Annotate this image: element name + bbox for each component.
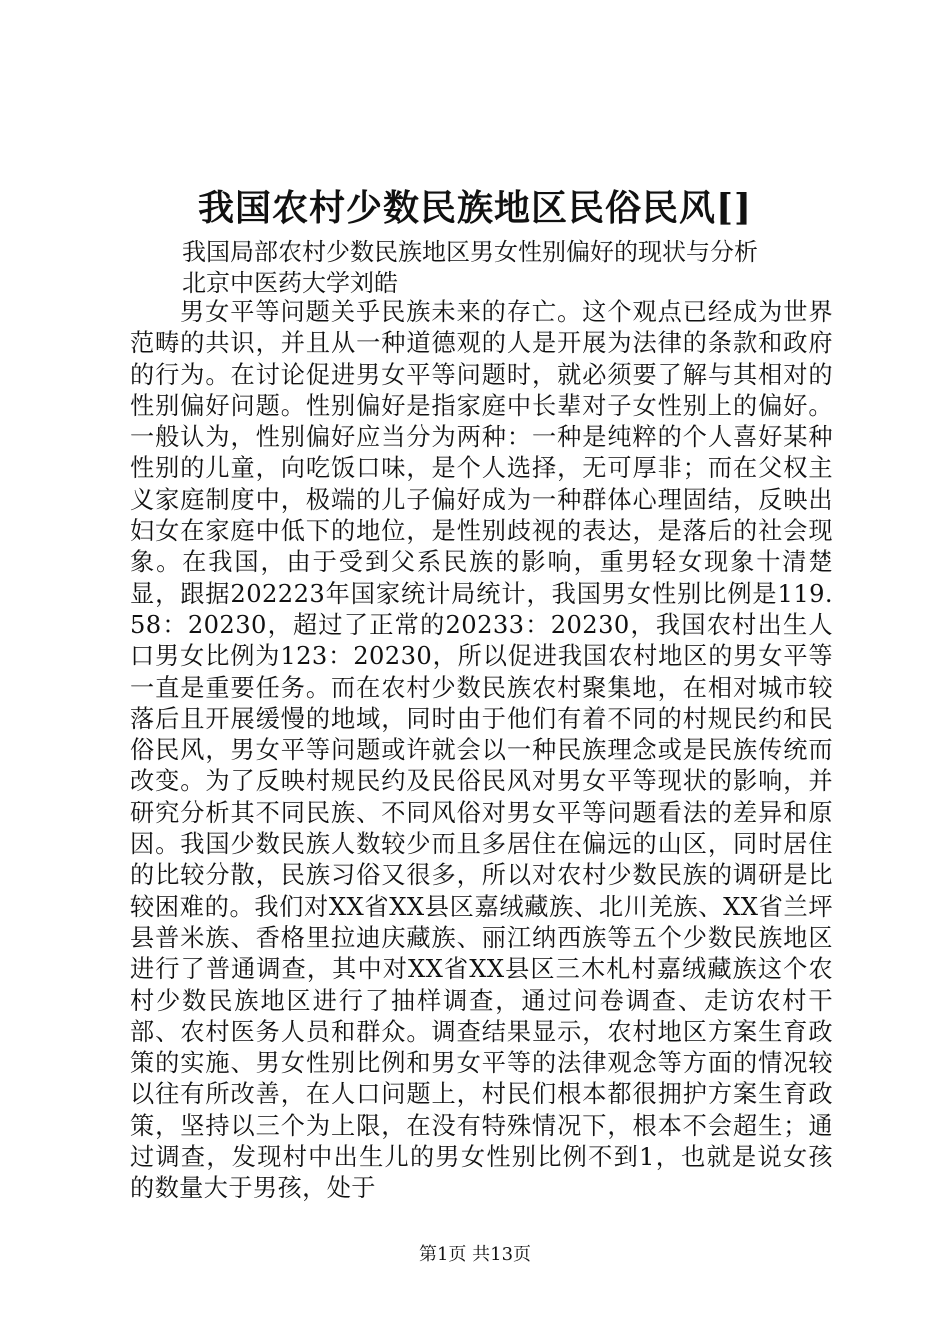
page-footer: 第1页 共13页 [418, 1244, 532, 1265]
body-paragraph: 男女平等问题关乎民族未来的存亡。这个观点已经成为世界范畴的共识，并且从一种道德观的人是开展为法律的条款和政府的行为。在讨论促进男女平等问题时，就必须要了解与其相对的性别偏好问题。性别偏好是指家庭中长辈对子女性别上的偏好。一般认为，性别偏好应当分为两种：一种是纯粹的个人喜好某种性别的儿童，向吃饭口味，是个人选择，无可厚非；而在父权主义家庭制度中，极端的儿子偏好成为一种群体心理固结，反映出妇女在家庭中低下的地位，是性别歧视的表达，是落后的社会现象。在我国，由于受到父系民族的影响，重男轻女现象十清楚显，跟据202223年国家统计局统计，我国男女性别比例是119.58：20230，超过了正常的20233：20230，我国农村出生人口男女比例为123：20230，所以促进我国农村地区的男女平等一直是重要任务。而在农村少数民族农村聚集地，在相对城市较落后且开展缓慢的地域，同时由于他们有着不同的村规民约和民俗民风，男女平等问题或许就会以一种民族理念或是民族传统而改变。为了反映村规民约及民俗民风对男女平等现状的影响，并研究分析其不同民族、不同风俗对男女平等问题看法的差异和原因。我国少数民族人数较少而且多居住在偏远的山区，同时居住的比较分散，民族习俗又很多，所以对农村少数民族的调研是比较困难的。我们对XX省XX县区嘉绒藏族、北川羌族、XX省兰坪县普米族、香格里拉迪庆藏族、丽江纳西族等五个少数民族地区进行了普通调查，其中对XX省XX县区三木札村嘉绒藏族这个农村少数民族地区进行了抽样调查，通过问卷调查、走访农村干部、农村医务人员和群众。调查结果显示，农村地区方案生育政策的实施、男女性别比例和男女平等的法律观念等方面的情况较以往有所改善，在人口问题上，村民们根本都很拥护方案生育政策，坚持以三个为上限，在没有特殊情况下，根本不会超生；通过调查，发现村中出生儿的男女性别比例不到1，也就是说女孩的数量大于男孩，处于 [130, 298, 833, 1203]
document-author: 北京中医药大学刘皓 [182, 269, 398, 297]
document-subtitle: 我国局部农村少数民族地区男女性别偏好的现状与分析 [182, 238, 758, 266]
document-title: 我国农村少数民族地区民俗民风[] [197, 187, 753, 229]
